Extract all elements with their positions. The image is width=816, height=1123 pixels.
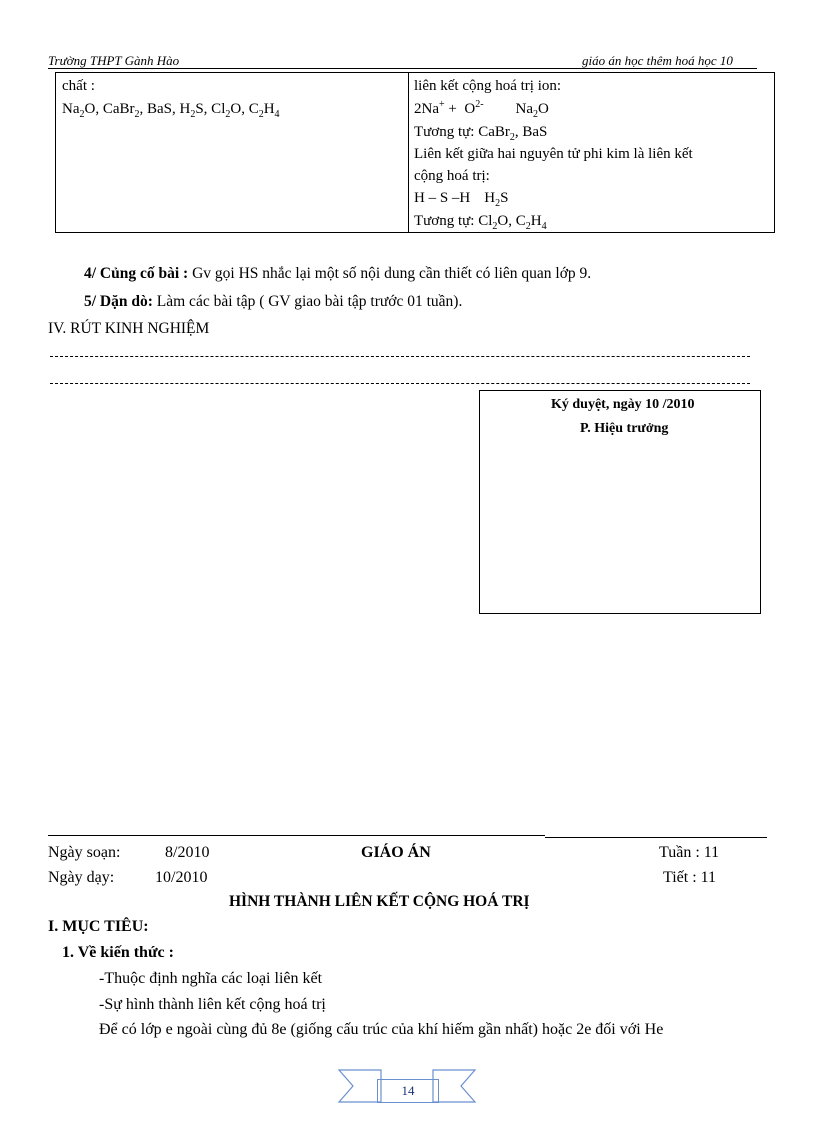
table-right-line-4: Liên kết giữa hai nguyên tử phi kim là liên kết	[414, 146, 693, 162]
notes-dashed-line-1	[50, 356, 750, 357]
table-right-line-7: Tương tự: $Cl_2O$, $C_2H_4$	[414, 213, 547, 232]
page-number: 14	[377, 1079, 439, 1103]
table-right-line-3: Tương tự: CaBr$_2$, BaS	[414, 124, 548, 143]
lesson-topic: HÌNH THÀNH LIÊN KẾT CỘNG HOÁ TRỊ	[229, 893, 530, 910]
approval-title: P. Hiệu trưởng	[580, 421, 669, 436]
objectives-heading: I. MỤC TIÊU:	[48, 918, 149, 935]
table-column-divider	[408, 73, 409, 232]
lesson-plan-title: GIÁO ÁN	[361, 844, 431, 861]
content-table	[55, 72, 775, 233]
prep-date: 8/2010	[165, 844, 210, 861]
knowledge-item-2: -Sự hình thành liên kết cộng hoá trị	[99, 996, 326, 1013]
week-number: Tuần : 11	[659, 844, 720, 861]
document-subject: giáo án học thêm hoá học 10	[582, 53, 733, 68]
prep-date-label: Ngày soạn:	[48, 844, 121, 861]
table-left-line-1: chất :	[62, 78, 95, 94]
period-number: Tiết : 11	[663, 869, 717, 886]
knowledge-item-3: Để có lớp e ngoài cùng đủ 8e (giống cấu trúc của khí hiếm gần nhất) hoặc 2e đối với He	[99, 1021, 664, 1038]
table-right-line-5: cộng hoá trị:	[414, 168, 490, 184]
lesson-separator-right	[545, 837, 767, 838]
section-iv-heading: IV. RÚT KINH NGHIỆM	[48, 320, 210, 337]
header-rule	[48, 68, 757, 69]
table-right-line-1: liên kết cộng hoá trị ion:	[414, 78, 562, 94]
section-5: 5/ Dặn dò: Làm các bài tập ( GV giao bài tập trước 01 tuần).	[84, 293, 463, 310]
teach-date-label: Ngày dạy:	[48, 869, 115, 886]
reaction-equation: $2Na^+ + O^{2-}$ $Na_2O$	[414, 99, 549, 120]
lesson-separator-left	[48, 835, 545, 836]
knowledge-item-1: -Thuộc định nghĩa các loại liên kết	[99, 970, 323, 987]
teach-date: 10/2010	[155, 869, 208, 886]
section-4: 4/ Củng cố bài : Gv gọi HS nhắc lại một số nội dung cần thiết có liên quan lớp 9.	[84, 265, 592, 282]
h2s-structure: H – S –H $H_2S$	[414, 190, 509, 209]
school-name: Trường THPT Gành Hào	[48, 53, 180, 68]
notes-dashed-line-2	[50, 383, 750, 384]
knowledge-heading: 1. Về kiến thức :	[62, 944, 174, 961]
table-left-line-2: $Na_2O$, CaBr$_2$, BaS, $H_2S$, $Cl_2O$, $C_2H_4$	[62, 101, 280, 120]
approval-date: Ký duyệt, ngày 10 /2010	[551, 397, 695, 412]
